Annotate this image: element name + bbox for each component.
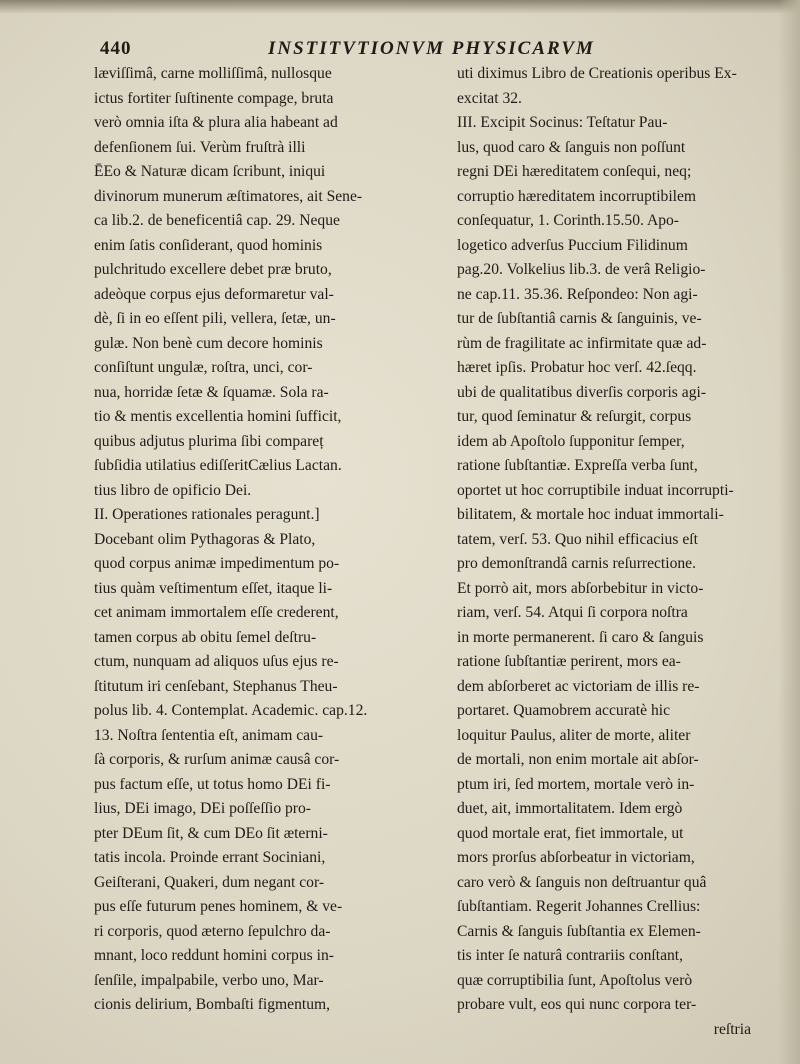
text-line: dem abſorberet ac victoriam de illis re-: [457, 677, 700, 695]
text-line: probare vult, eos qui nunc corpora ter-: [457, 996, 697, 1013]
text-line: lus, quod caro & ſanguis non poſſunt: [457, 138, 686, 156]
scan-edge-top: [0, 0, 800, 14]
text-line: dè, ſi in eo eſſent pili, vellera, ſetæ, un-: [94, 310, 336, 327]
text-line: III. Excipit Socinus: Teſtatur Pau-: [457, 114, 668, 131]
text-line: pus factum eſſe, ut totus homo DEi fi-: [94, 775, 331, 793]
text-line: mors prorſus abſorbeatur in victoriam,: [457, 849, 695, 866]
text-line: pter DEum ſit, & cum DEo ſit æterni-: [94, 824, 328, 842]
text-line: ſenſile, impalpabile, verbo uno, Mar-: [94, 971, 324, 989]
text-line: pro demonſtrandâ carnis reſurrectione.: [457, 555, 697, 572]
text-line: Docebant olim Pythagoras & Plato,: [94, 530, 316, 548]
text-line: riam, verſ. 54. Atqui ſi corpora noſtra: [457, 604, 688, 621]
text-line: tatem, verſ. 53. Quo nihil efficacius eſt: [457, 530, 698, 548]
running-head: INSTITVTIONVM PHYSICARVM: [268, 38, 595, 59]
text-line: portaret. Quamobrem accuratè hic: [457, 702, 671, 719]
text-line: rùm de fragilitate ac infirmitate quæ ad-: [457, 334, 707, 352]
page-number: 440: [100, 38, 132, 59]
text-line: pus eſſe futurum penes hominem, & ve-: [94, 898, 343, 915]
text-line: polus lib. 4. Contemplat. Academic. cap.12.: [94, 702, 368, 719]
text-line: conſiſtunt ungulæ, roſtra, unci, cor-: [94, 359, 313, 376]
text-line: tur de ſubſtantiâ carnis & ſanguinis, ve-: [457, 310, 702, 327]
text-line: hæret ipſis. Probatur hoc verſ. 42.ſeqq.: [457, 359, 697, 376]
text-line: ĒEo & Naturæ dicam ſcribunt, iniqui: [94, 163, 326, 180]
text-line: adeòque corpus ejus deformaretur val-: [94, 285, 334, 303]
text-line: 13. Noſtra ſententia eſt, animam cau-: [94, 726, 324, 744]
text-line: tius libro de opificio Dei.: [94, 481, 252, 499]
text-line: nua, horridæ ſetæ & ſquamæ. Sola ra-: [94, 383, 329, 401]
text-line: logetico adverſus Puccium Filidinum: [457, 236, 688, 254]
text-line: caro verò & ſanguis non deſtruantur quâ: [457, 873, 707, 891]
text-line: ne cap.11. 35.36. Reſpondeo: Non agi-: [457, 285, 698, 303]
text-line: verò omnia iſta & plura alia habeant ad: [94, 114, 338, 131]
text-line: de mortali, non enim mortale ait abſor-: [457, 751, 699, 768]
text-line: cionis delirium, Bombaſti figmentum,: [94, 996, 331, 1013]
text-line: ictus fortiter ſuſtinente compage, bruta: [94, 89, 334, 107]
text-line: gulæ. Non benè cum decore hominis: [94, 334, 323, 352]
text-line: bilitatem, & mortale hoc induat immortali-: [457, 506, 724, 523]
text-line: corruptio hæreditatem incorruptibilem: [457, 187, 697, 205]
text-line: divinorum munerum æſtimatores, ait Sene-: [94, 187, 363, 205]
text-line: ſubſtantiam. Regerit Johannes Crellius:: [457, 898, 701, 915]
text-line: quod mortale erat, fiet immortale, ut: [457, 824, 684, 842]
text-line: quod corpus animæ impedimentum po-: [94, 555, 340, 572]
text-line: loquitur Paulus, aliter de morte, aliter: [457, 726, 691, 744]
text-line: ri corporis, quod æterno ſepulchro da-: [94, 922, 331, 940]
left-column: [94, 62, 442, 1018]
page-header: [0, 38, 800, 64]
text-line: Carnis & ſanguis ſubſtantia ex Elemen-: [457, 922, 701, 940]
text-line: ubi de qualitatibus diverſis corporis agi-: [457, 383, 707, 401]
text-line: duet, ait, immortalitatem. Idem ergò: [457, 800, 683, 817]
catchword: reſtria: [713, 1020, 751, 1038]
text-line: Geiſterani, Quakeri, dum negant cor-: [94, 873, 325, 891]
text-line: regni DEi hæreditatem conſequi, neq;: [457, 163, 692, 180]
text-line: Et porrò ait, mors abſorbebitur in victo-: [457, 579, 704, 597]
text-line: quibus adjutus plurima ſibi compareț: [94, 432, 324, 450]
text-line: pulchritudo excellere debet præ bruto,: [94, 261, 332, 278]
text-line: cet animam immortalem eſſe crederent,: [94, 604, 339, 621]
text-line: quæ corruptibilia ſunt, Apoſtolus verò: [457, 971, 693, 989]
text-line: ptum iri, ſed mortem, mortale verò in-: [457, 775, 695, 793]
text-line: mnant, loco reddunt homini corpus in-: [94, 947, 334, 964]
text-line: conſequatur, 1. Corinth.15.50. Apo-: [457, 212, 679, 229]
text-line: uti diximus Libro de Creationis operibus Ex-: [457, 65, 737, 82]
text-line: ſtitutum iri cenſebant, Stephanus Theu-: [94, 677, 338, 695]
text-line: ca lib.2. de beneficentiâ cap. 29. Neque: [94, 212, 340, 229]
text-line: ctum, nunquam ad aliquos uſus ejus re-: [94, 653, 339, 670]
text-line: in morte permanerent. ſi caro & ſanguis: [457, 628, 704, 646]
text-line: enim ſatis conſiderant, quod hominis: [94, 236, 323, 254]
text-line: idem ab Apoſtolo ſupponitur ſemper,: [457, 432, 685, 450]
right-column: [457, 62, 787, 1042]
text-line: tatis incola. Proinde errant Sociniani,: [94, 849, 326, 866]
text-line: ſubſidia utilatius ediſſeritCælius Lactan.: [94, 457, 342, 474]
text-line: lius, DEi imago, DEi poſſeſſio pro-: [94, 800, 311, 817]
text-line: tur, quod ſeminatur & reſurgit, corpus: [457, 408, 692, 425]
text-line: ratione ſubſtantiæ. Expreſſa verba ſunt,: [457, 457, 698, 474]
text-line: tamen corpus ab obitu ſemel deſtru-: [94, 628, 317, 646]
text-line: ratione ſubſtantiæ perirent, mors ea-: [457, 653, 681, 670]
text-line: tio & mentis excellentia homini ſufficit,: [94, 408, 342, 425]
text-line: excitat 32.: [457, 89, 522, 107]
text-line: II. Operationes rationales peragunt.]: [94, 506, 320, 523]
text-line: ſà corporis, & rurſum animæ causâ cor-: [94, 751, 340, 768]
text-line: oportet ut hoc corruptibile induat incorrupti-: [457, 481, 734, 499]
text-line: tius quàm veſtimentum eſſet, itaque li-: [94, 579, 333, 597]
text-line: pag.20. Volkelius lib.3. de verâ Religio-: [457, 261, 706, 278]
text-line: defenſionem ſui. Verùm fruſtrà illi: [94, 138, 306, 156]
text-line: læviſſimâ, carne molliſſimâ, nullosque: [94, 65, 332, 82]
text-line: tis inter ſe naturâ contrariis conſtant,: [457, 947, 684, 964]
